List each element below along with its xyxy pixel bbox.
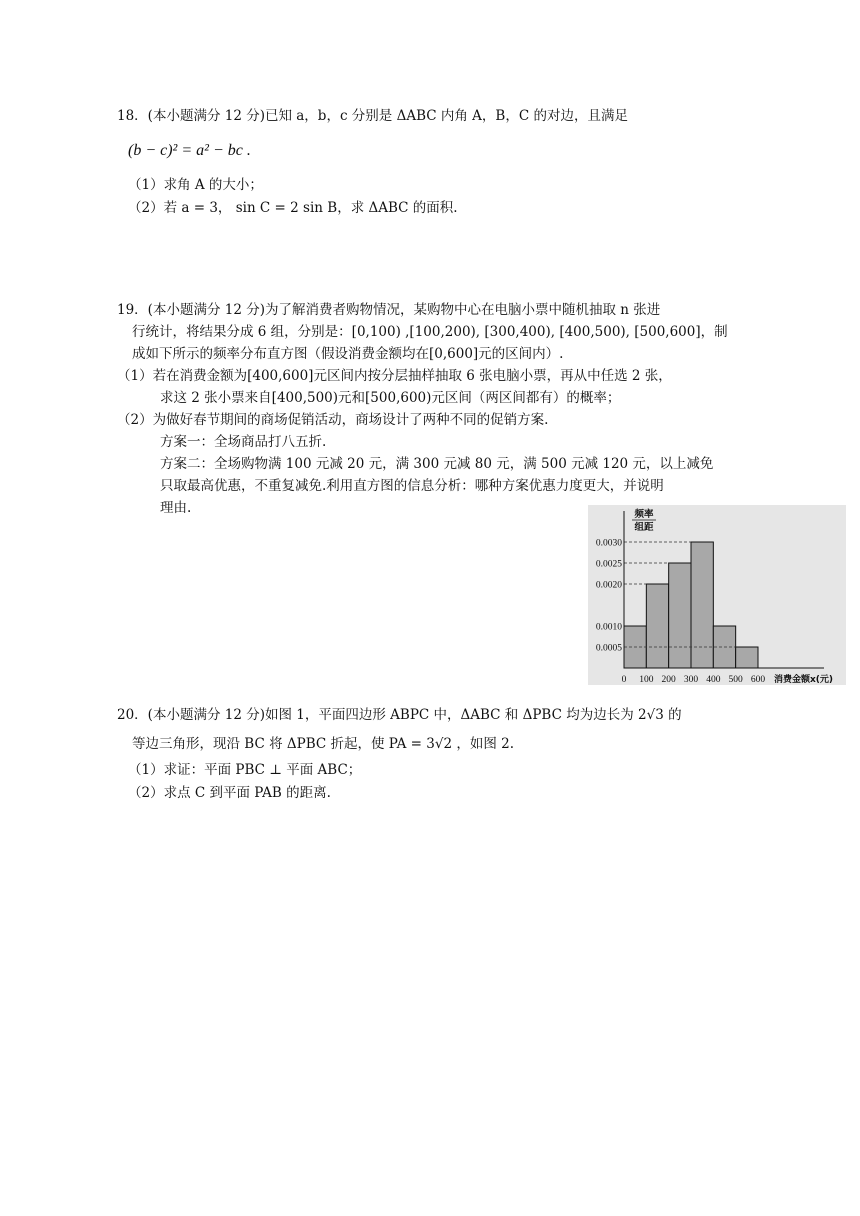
q19-plan2-line2: 只取最高优惠，不重复减免.利用直方图的信息分析：哪种方案优惠力度更大，并说明 bbox=[160, 478, 664, 494]
x-tick-label-500: 500 bbox=[728, 675, 743, 685]
y-tick-label-0.0010: 0.0010 bbox=[595, 622, 622, 633]
q18-stem-line1: 18．(本小题满分 12 分)已知 a，b，c 分别是 ΔABC 内角 A，B，C 的对边，且满足 bbox=[117, 108, 628, 124]
y-axis-label-bottom: 组距 bbox=[634, 522, 654, 533]
q19-part1-line2: 求这 2 张小票来自[400,500)元和[500,600)元区间（两区间都有）的概率； bbox=[160, 390, 621, 406]
x-tick-label-600: 600 bbox=[750, 675, 766, 685]
frequency-histogram bbox=[588, 505, 846, 685]
x-tick-label-400: 400 bbox=[706, 675, 721, 685]
q20-part1: （1）求证：平面 PBC ⊥ 平面 ABC； bbox=[128, 762, 362, 778]
histogram-bar-300-400 bbox=[691, 542, 713, 668]
q19-stem-line3: 成如下所示的频率分布直方图（假设消费金额均在[0,600]元的区间内）. bbox=[132, 346, 564, 362]
q19-stem-line1: 19．(本小题满分 12 分)为了解消费者购物情况，某购物中心在电脑小票中随机抽取 n 张进 bbox=[117, 302, 661, 318]
y-tick-label-0.0025: 0.0025 bbox=[595, 559, 622, 570]
histogram-bar-100-200 bbox=[646, 584, 668, 668]
q19-plan1: 方案一：全场商品打八五折. bbox=[160, 434, 327, 450]
y-axis-label-top: 频率 bbox=[634, 509, 654, 520]
x-tick-label-300: 300 bbox=[683, 675, 699, 685]
histogram-bar-500-600 bbox=[736, 647, 758, 668]
q18-part2: （2）若 a = 3， sin C = 2 sin B，求 ΔABC 的面积. bbox=[128, 200, 458, 216]
histogram-bar-200-300 bbox=[669, 563, 691, 668]
q19-part2: （2）为做好春节期间的商场促销活动，商场设计了两种不同的促销方案. bbox=[117, 412, 549, 428]
x-axis-label: 消费金额x(元) bbox=[774, 675, 834, 685]
q18-stem-equation: (b − c)² = a² − bc . bbox=[128, 142, 251, 159]
x-tick-label-100: 100 bbox=[639, 675, 654, 685]
q19-plan2-line1: 方案二：全场购物满 100 元减 20 元，满 300 元减 80 元，满 500 元减 120 元，以上减免 bbox=[160, 456, 714, 472]
x-tick-label-200: 200 bbox=[661, 675, 676, 685]
q20-stem-line2: 等边三角形，现沿 BC 将 ΔPBC 折起，使 PA = 3√2 ，如图 2. bbox=[132, 736, 515, 752]
q19-stem-line2: 行统计，将结果分成 6 组，分别是：[0,100) ,[100,200), [300,400), [400,500), [500,600]，制 bbox=[132, 324, 728, 340]
q19-part1-line1: （1）若在消费金额为[400,600]元区间内按分层抽样抽取 6 张电脑小票，再从中任选 2 张， bbox=[117, 368, 672, 384]
q19-plan2-line3: 理由. bbox=[160, 500, 192, 516]
y-tick-label-0.0005: 0.0005 bbox=[595, 643, 622, 654]
q18-part1: （1）求角 A 的大小； bbox=[128, 177, 263, 193]
q20-stem-line1: 20．(本小题满分 12 分)如图 1，平面四边形 ABPC 中，ΔABC 和 ΔPBC 均为边长为 2√3 的 bbox=[117, 707, 682, 723]
histogram-svg bbox=[588, 505, 846, 685]
y-tick-label-0.0030: 0.0030 bbox=[595, 538, 622, 549]
x-tick-label-0: 0 bbox=[621, 675, 627, 685]
y-tick-label-0.0020: 0.0020 bbox=[595, 580, 622, 591]
q20-part2: （2）求点 C 到平面 PAB 的距离. bbox=[128, 785, 331, 801]
